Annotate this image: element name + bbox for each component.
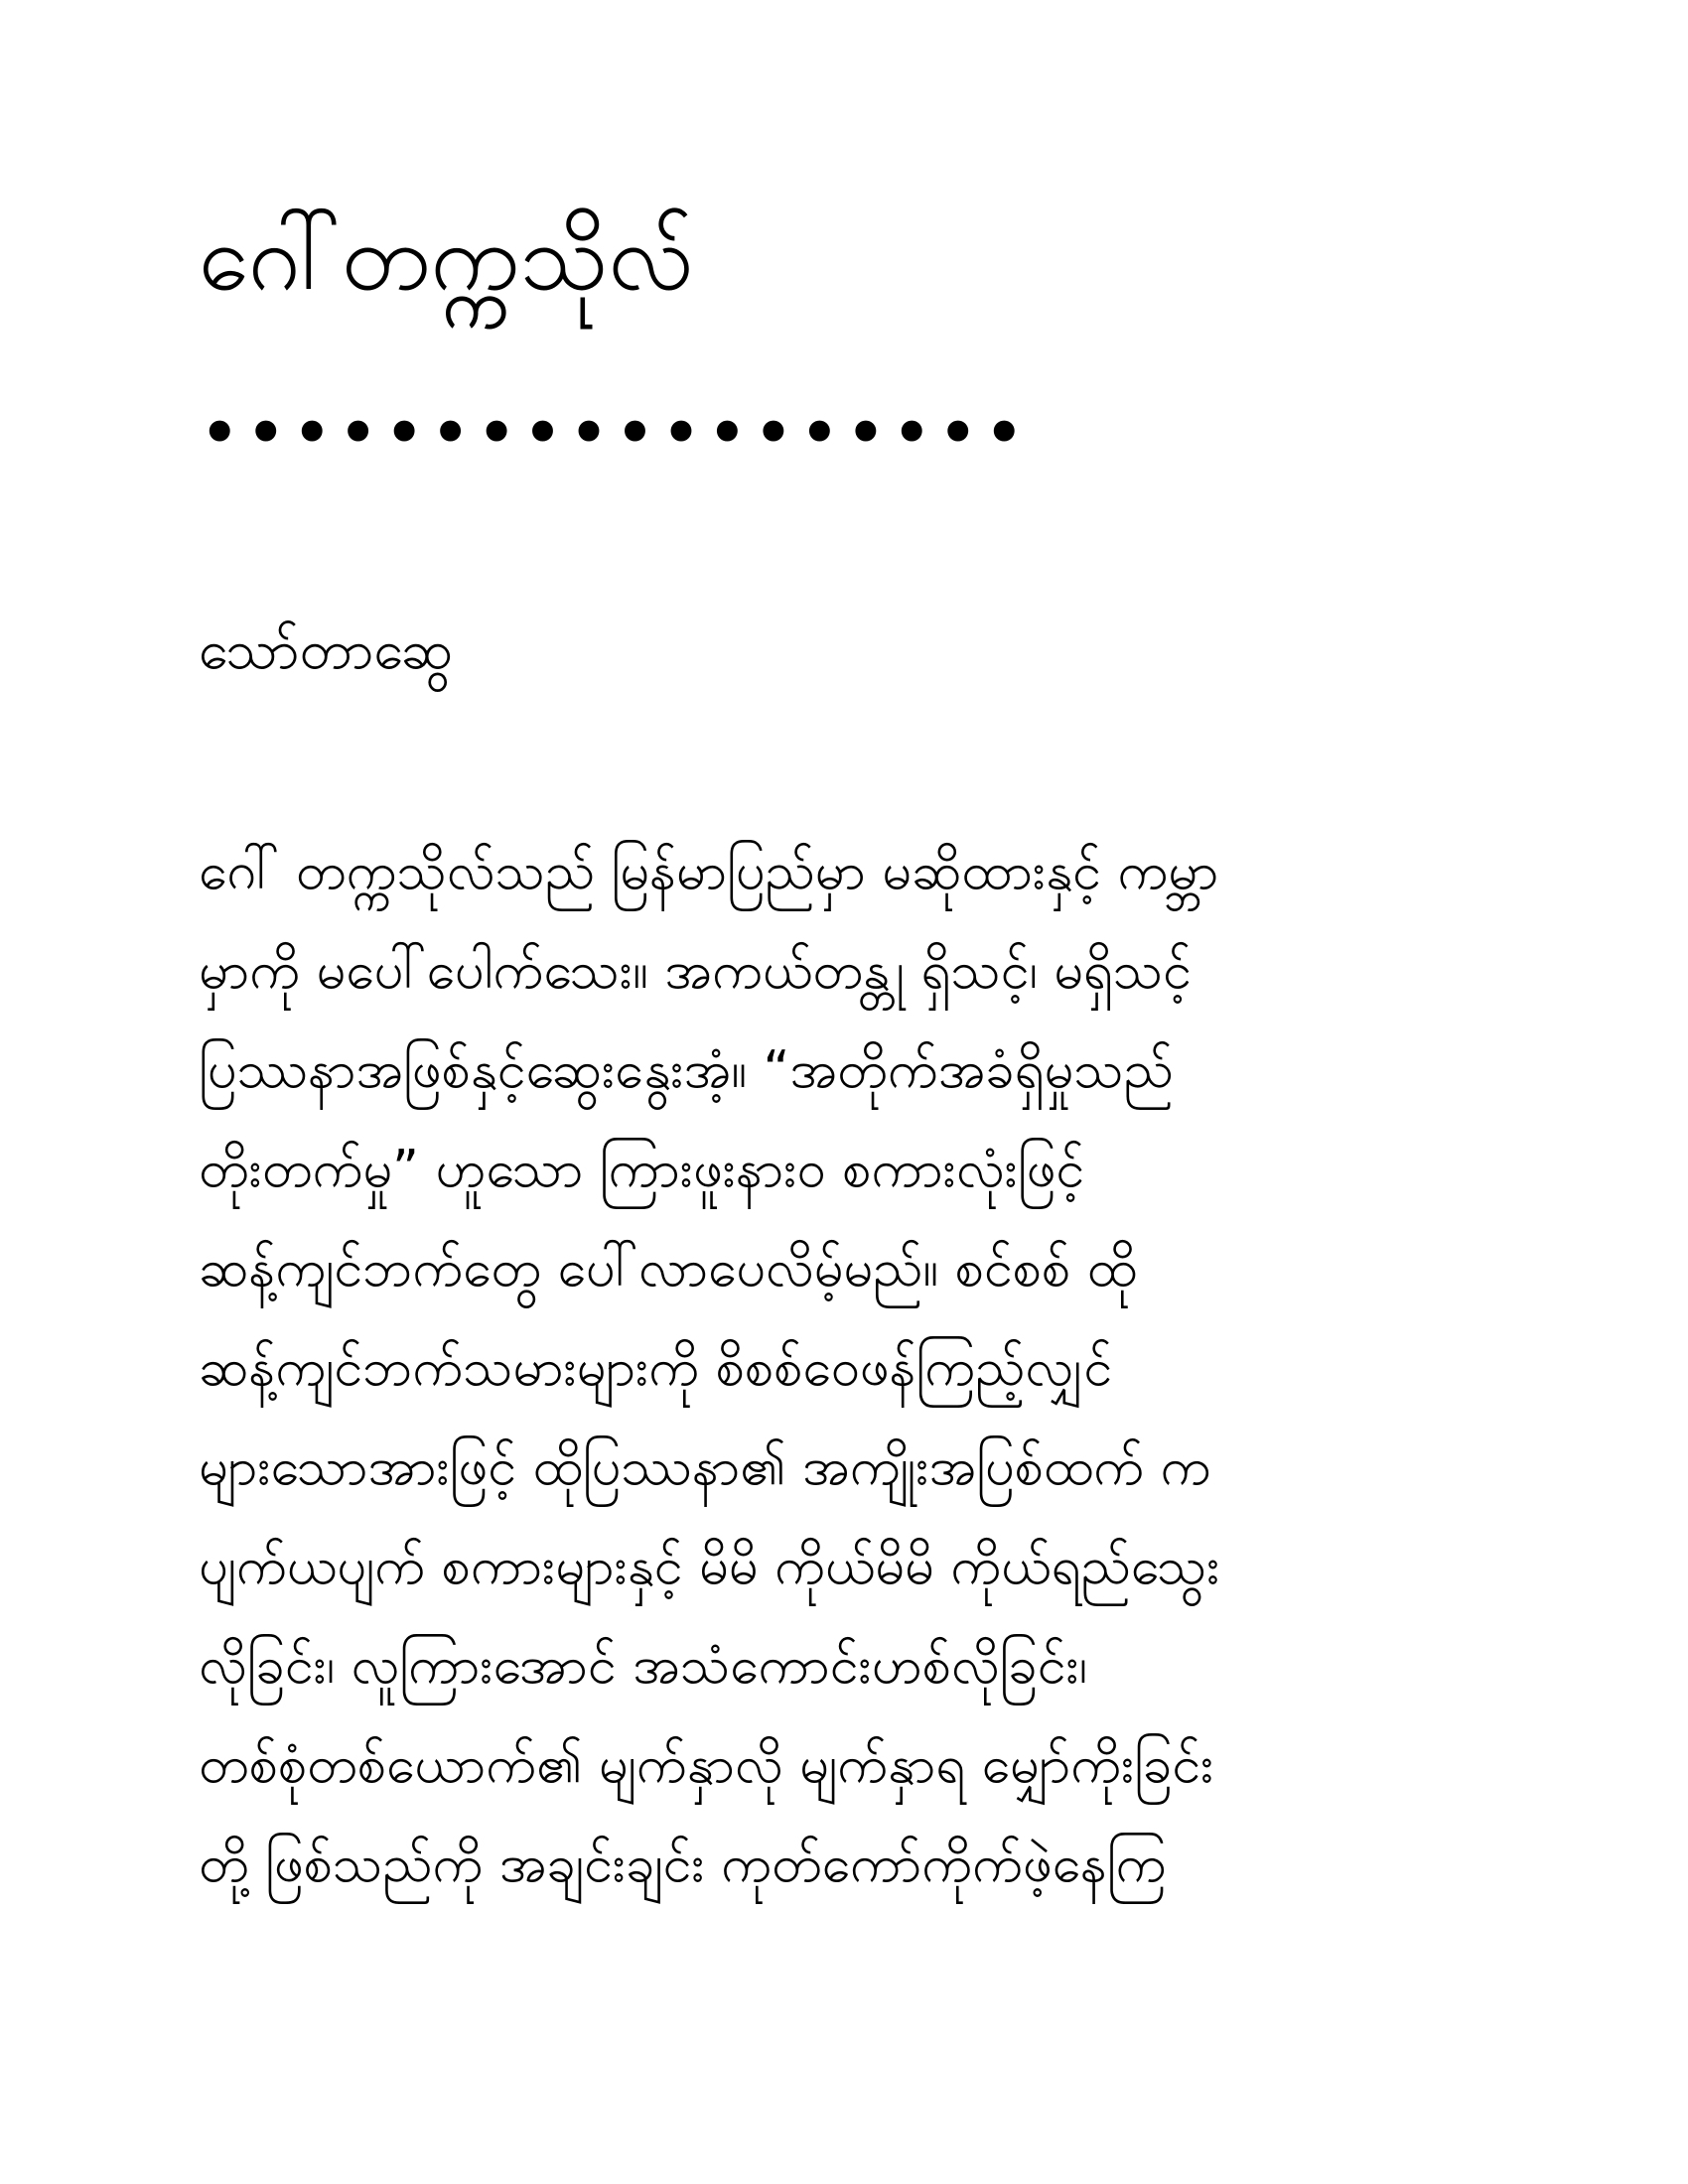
dotted-separator: •••••••••••••••••• (199, 391, 1030, 475)
document-title: ဂေါ်တက္ကသိုလ် (199, 205, 694, 311)
body-line: တစ်စုံတစ်ယောက်၏ မျက်နှာလို မျက်နှာရ မျှော်ကိုးခြင်း (199, 1735, 1214, 1795)
body-line: ဆန့်ကျင်ဘက်တွေ ပေါ်လာပေလိမ့်မည်။ စင်စစ် ထို (199, 1239, 1137, 1298)
author-name: သော်တာဆွေ (199, 618, 453, 681)
body-line: တို့ ဖြစ်သည်ကို အချင်းချင်း ကုတ်ကော်ကိုက်ဖဲ့နေကြ (199, 1835, 1167, 1894)
body-line: များသောအားဖြင့် ထိုပြဿနာ၏ အကျိုးအပြစ်ထက် က (199, 1437, 1211, 1497)
body-line: ဆန့်ကျင်ဘက်သမားများကို စိစစ်ဝေဖန်ကြည့်လျှင် (199, 1338, 1113, 1398)
body-text (199, 822, 1489, 1914)
body-line: ဂေါ် တက္ကသိုလ်သည် မြန်မာပြည်မှာ မဆိုထားနှင့် ကမ္ဘာ (199, 842, 1219, 901)
body-line: လိုခြင်း၊ လူကြားအောင် အသံကောင်းဟစ်လိုခြင်း၊ (199, 1636, 1087, 1696)
body-line: ပျက်ယပျက် စကားများနှင့် မိမိ ကိုယ်မိမိ ကိုယ်ရည်သွေး (199, 1537, 1220, 1596)
body-line: တိုးတက်မှု” ဟူသော ကြားဖူးနား၀ စကားလုံးဖြင့် (199, 1140, 1085, 1199)
body-line: မှာကို မပေါ်ပေါက်သေး။ အကယ်တန္တု ရှိသင့်၊ မရှိသင့် (199, 941, 1192, 1001)
body-line: ပြဿနာအဖြစ်နှင့်ဆွေးနွေးအံ့။ “အတိုက်အခံရှိမှုသည် (199, 1040, 1174, 1100)
